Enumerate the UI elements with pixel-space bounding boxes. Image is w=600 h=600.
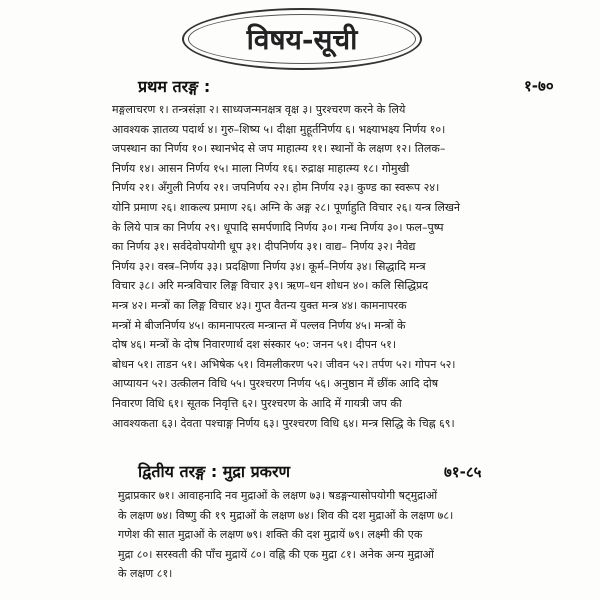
page-title: विषय-सूची [246,23,358,56]
text-line: निर्णय ३२। वस्त्र–निर्णय ३३। प्रदक्षिणा निर्णय ३४। कूर्म–निर्णय ३४। सिद्धादि मन्त्र [112,259,426,273]
section-2-title: द्वितीय तरङ्ग : मुद्रा प्रकरण [138,462,291,481]
text-line: विचार ३८। अरि मन्त्रविचार लिङ्ग विचार ३९। ऋण–धन शोधन ४०। कलि सिद्धिप्रद [112,279,429,293]
section-1-title: प्रथम तरङ्ग : [138,77,211,96]
text-line: आवश्यकता ६३। देवता पश्चाङ्ग निर्णय ६३। पुरश्चरण विधि ६४। मन्त्र सिद्धि के चिह्न ६९। [112,416,455,430]
text-line: योनि प्रमाण २६। शाकल्य प्रमाण २६। अग्नि के अङ्ग २८। पूर्णाहुति विचार २६। यन्त्र लिखने [112,200,461,214]
text-line: मुद्रा ८०। सरस्वती की पाँच मुद्रायें ८०। वह्नि की एक मुद्रा ८१। अनेक अन्य मुद्राओं [118,547,434,561]
text-line: बोधन ५१। ताडन ५१। अभिषेक ५१। विमलीकरण ५२। जीवन ५२। तर्पण ५२। गोपन ५२। [112,357,456,371]
text-line: आप्यायन ५२। उत्कीलन विधि ५५। पुरश्चरण निर्णय ५६। अनुष्ठान में छींक आदि दोष [112,377,439,391]
text-line: जपस्थान का निर्णय १०। स्थानभेद से जप माहात्म्य ११। स्थानों के लक्षण १२। तिलक– [112,142,446,156]
text-line: निवारण विधि ६१। सूतक निवृत्ति ६२। पुरश्चरण के आदि में गायत्री जप की [112,396,402,410]
text-line: मङ्गलाचरण १। तन्त्रसंज्ञा २। साध्यजन्मनक्षत्र वृक्ष ३। पुरश्चरण करने के लिये [112,103,406,116]
text-line: के लक्षण ८१। [118,567,173,581]
text-line: गणेश की सात मुद्राओं के लक्षण ७९। शक्ति की दश मुद्रायें ७९। लक्ष्मी की एक [118,528,423,542]
section-2-range: ७१-८५ [444,463,482,481]
section-1-body [112,100,488,433]
text-line: दोष ४६। मन्त्रों के दोष निवारणार्थ दश संस्कार ५०: जनन ५१। दीपन ५१। [112,338,397,352]
text-line: के लिये पात्र का निर्णय २९। धूपादि समर्पणादि निर्णय ३०। गन्ध निर्णय ३०। फल–पुष्प [112,220,444,234]
text-line: मन्त्र ४२। मन्त्रों का लिङ्ग विचार ४३। गुप्त वैतन्य युक्त मन्त्र ४४। कामनापरक [112,298,407,312]
section-2-body [118,486,488,584]
title-oval [182,8,422,70]
text-line: मुद्राप्रकार ७१। आवाहनादि नव मुद्राओं के लक्षण ७३। षडङ्गन्यासोपयोगी षट्मुद्राओं [118,489,438,502]
text-line: आवश्यक ज्ञातव्य पदार्थ ४। गुरु–शिष्य ५। दीक्षा मुहूर्तनिर्णय ६। भक्ष्याभक्ष्य निर्णय १०। [112,122,446,136]
text-line: का निर्णय ३१। सर्वदेवोपयोगी धूप ३१। दीपनिर्णय ३१। वाद्य– निर्णय ३२। नैवेद्य [112,240,416,254]
text-line: के लक्षण ७४। विष्णु की १९ मुद्राओं के लक्षण ७४। शिव की दश मुद्राओं के लक्षण ७८। [118,508,454,522]
text-line: निर्णय २१। अँगुली निर्णय २१। जपनिर्णय २२। होम निर्णय २३। कुण्ड का स्वरूप २४। [112,181,440,195]
text-line: मन्त्रों मे बीजनिर्णय ४५। कामनापरत्व मन्त्रान्त में पल्लव निर्णय ४५। मन्त्रों के [112,318,406,332]
section-1-range: १-७० [524,77,554,95]
text-line: निर्णय १४। आसन निर्णय १५। माला निर्णय १६। रुद्राक्ष माहात्म्य १८। गोमुखी [112,161,410,175]
